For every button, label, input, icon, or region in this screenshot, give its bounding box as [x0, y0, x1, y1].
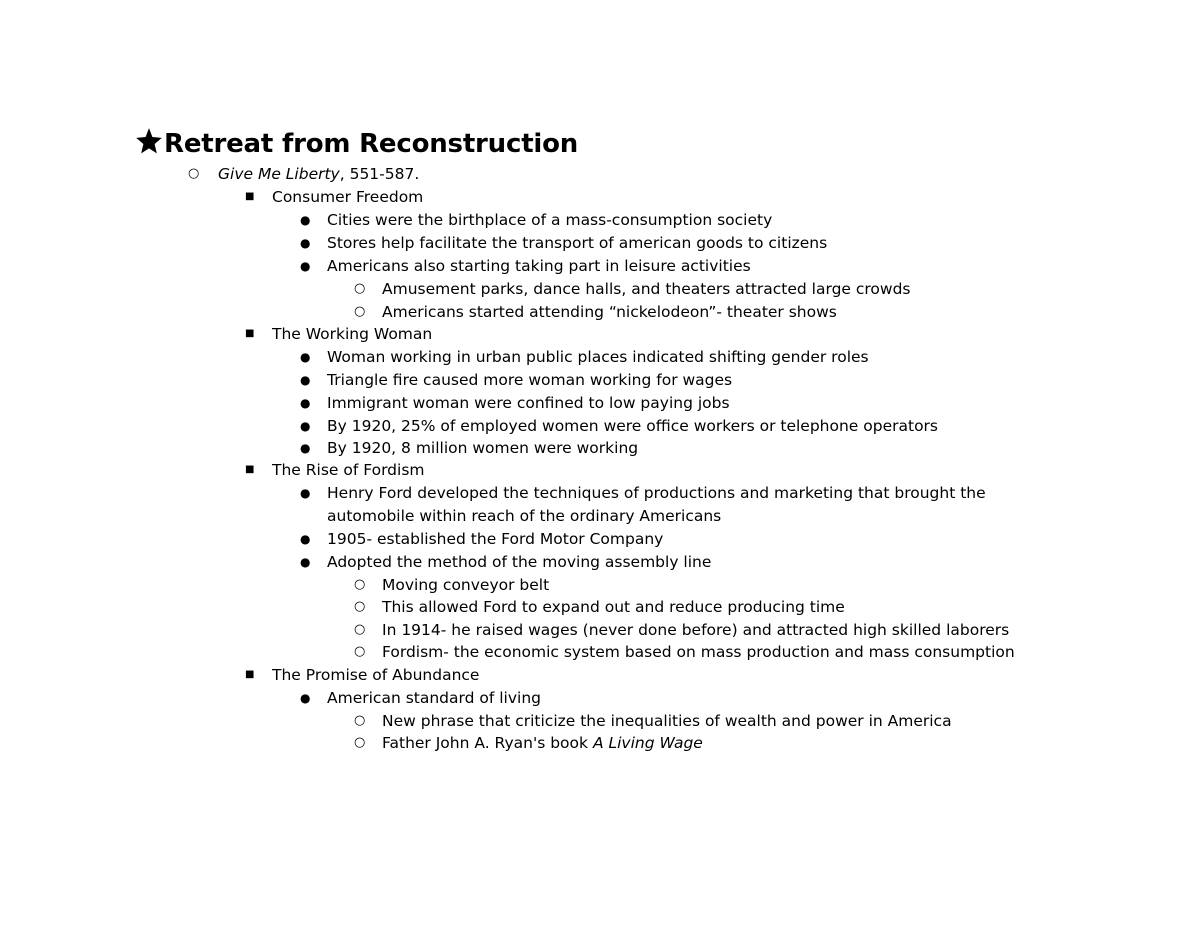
- hollow-bullet-icon: ○: [354, 599, 366, 614]
- bullet-icon: ●: [300, 213, 311, 227]
- bullet-icon: ●: [300, 486, 311, 500]
- hollow-bullet-icon: ○: [354, 281, 366, 296]
- list-item: Woman working in urban public places indicated shifting gender roles: [327, 348, 869, 366]
- hollow-bullet-icon: ○: [354, 735, 366, 750]
- list-item: By 1920, 8 million women were working: [327, 439, 639, 457]
- source-book-title: Give Me Liberty: [218, 165, 340, 183]
- square-bullet-icon: ■: [245, 328, 255, 339]
- sub-list-item: Americans started attending “nickelodeon”- theater shows: [382, 303, 837, 321]
- sub-list-item: In 1914- he raised wages (never done before) and attracted high skilled laborers: [382, 621, 1010, 639]
- list-item: Cities were the birthplace of a mass-consumption society: [327, 211, 773, 229]
- bullet-icon: ●: [300, 350, 311, 364]
- sub-list-item: [382, 732, 703, 755]
- list-item: Triangle fire caused more woman working for wages: [327, 371, 733, 389]
- list-item: By 1920, 25% of employed women were office workers or telephone operators: [327, 417, 939, 435]
- bullet-icon: ●: [300, 419, 311, 433]
- list-item: Immigrant woman were confined to low paying jobs: [327, 394, 730, 412]
- section-heading: The Working Woman: [272, 325, 433, 343]
- book-title: A Living Wage: [592, 734, 703, 752]
- bullet-icon: ●: [300, 691, 311, 705]
- hollow-bullet-icon: ○: [354, 713, 366, 728]
- source-pages: , 551-587.: [339, 165, 420, 183]
- square-bullet-icon: ■: [245, 669, 255, 680]
- book-citation-prefix: Father John A. Ryan's book: [382, 734, 593, 752]
- section-heading: The Rise of Fordism: [272, 461, 425, 479]
- star-icon: [135, 127, 163, 155]
- hollow-bullet-icon: ○: [354, 304, 366, 319]
- sub-list-item: This allowed Ford to expand out and reduce producing time: [382, 598, 845, 616]
- section-heading: The Promise of Abundance: [272, 666, 480, 684]
- sub-list-item: Amusement parks, dance halls, and theaters attracted large crowds: [382, 280, 911, 298]
- list-item: Adopted the method of the moving assembly line: [327, 553, 712, 571]
- bullet-icon: ●: [300, 373, 311, 387]
- sub-list-item: New phrase that criticize the inequalities of wealth and power in America: [382, 712, 952, 730]
- sub-list-item: Fordism- the economic system based on mass production and mass consumption: [382, 643, 1015, 661]
- title-text: Retreat from Reconstruction: [164, 129, 579, 159]
- bullet-icon: ●: [300, 555, 311, 569]
- list-item: Henry Ford developed the techniques of productions and marketing that brought the automobile within reach of the ordinary Americans: [327, 484, 986, 525]
- page-title: [135, 127, 578, 161]
- bullet-icon: ●: [300, 532, 311, 546]
- section-heading: Consumer Freedom: [272, 188, 424, 206]
- list-item: American standard of living: [327, 689, 541, 707]
- hollow-bullet-icon: ○: [354, 577, 366, 592]
- bullet-icon: ●: [300, 236, 311, 250]
- hollow-bullet-icon: ○: [188, 166, 200, 181]
- square-bullet-icon: ■: [245, 464, 255, 475]
- hollow-bullet-icon: ○: [354, 644, 366, 659]
- source-line: [218, 163, 419, 186]
- bullet-icon: ●: [300, 441, 311, 455]
- hollow-bullet-icon: ○: [354, 622, 366, 637]
- bullet-icon: ●: [300, 259, 311, 273]
- list-item: Americans also starting taking part in leisure activities: [327, 257, 751, 275]
- list-item: 1905- established the Ford Motor Company: [327, 530, 664, 548]
- list-item: Stores help facilitate the transport of american goods to citizens: [327, 234, 828, 252]
- square-bullet-icon: ■: [245, 191, 255, 202]
- sub-list-item: Moving conveyor belt: [382, 576, 550, 594]
- bullet-icon: ●: [300, 396, 311, 410]
